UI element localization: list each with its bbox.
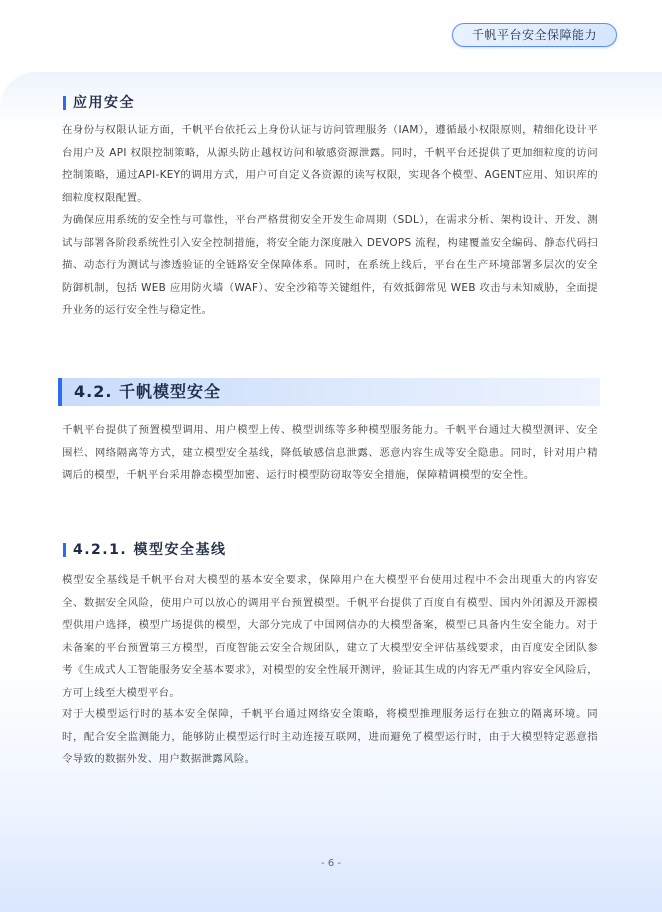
section-heading-app-security: 应用安全: [63, 95, 135, 111]
paragraph-model-security-1: 千帆平台提供了预置模型调用、用户模型上传、模型训练等多种模型服务能力。千帆平台通过大模型测评、安全围栏、网络隔离等方式，建立模型安全基线，降低敏感信息泄露、恶意内容生成等安全隐患。同时，针对用户精调后的模型，千帆平台采用静态模型加密、运行时模型防窃取等安全措施，保障精调模型的安全性。: [62, 424, 598, 481]
section-heading-model-security: 4.2. 千帆模型安全: [58, 378, 600, 406]
paragraph-app-security-1: 在身份与权限认证方面，千帆平台依托云上身份认证与访问管理服务（IAM），遵循最小权限原则，精细化设计平台用户及 API 权限控制策略，从源头防止越权访问和敏感资源泄露。同时，千帆平台还提供了更加细粒度的访问控制策略，通过API-KEY的调用方式，用户可自定义各资源的读写权限，实现各个模型、AGENT应用、知识库的细粒度权限配置。: [62, 124, 598, 204]
section-heading-model-baseline: 4.2.1. 模型安全基线: [63, 542, 227, 558]
paragraph-app-security-2: 为确保应用系统的安全性与可靠性，平台严格贯彻安全开发生命周期（SDL），在需求分析、架构设计、开发、测试与部署各阶段系统性引入安全控制措施，将安全能力深度融入 DEVOPS 流程，构建覆盖安全编码、静态代码扫描、动态行为测试与渗透验证的全链路安全保障体系。同时，在系统上线后，平台在生产环境部署多层次的安全防御机制，包括 WEB 应用防火墙（WAF）、安全沙箱等关键组件，有效抵御常见 WEB 攻击与未知威胁，全面提升业务的运行安全性与稳定性。: [62, 214, 598, 316]
paragraph-model-baseline-2: 对于大模型运行时的基本安全保障，千帆平台通过网络安全策略，将模型推理服务运行在独立的隔离环境。同时，配合安全监测能力，能够防止模型运行时主动连接互联网，进而避免了模型运行时，由于大模型特定恶意指令导致的数据外发、用户数据泄露风险。: [62, 708, 598, 765]
paragraph-model-baseline-1: 模型安全基线是千帆平台对大模型的基本安全要求，保障用户在大模型平台使用过程中不会出现重大的内容安全、数据安全风险，使用户可以放心的调用平台预置模型。千帆平台提供了百度自有模型、国内外闭源及开源模型供用户选择，模型广场提供的模型，大部分完成了中国网信办的大模型备案，模型已具备内生安全能力。对于未备案的平台预置第三方模型，百度智能云安全合规团队，建立了大模型安全评估基线要求，由百度安全团队参考《生成式人工智能服务安全基本要求》，对模型的安全性展开测评，验证其生成的内容无严重内容安全风险后，方可上线至大模型平台。: [62, 574, 598, 699]
header-title-badge: 千帆平台安全保障能力: [452, 23, 617, 47]
page-number: - 6 -: [321, 858, 341, 869]
